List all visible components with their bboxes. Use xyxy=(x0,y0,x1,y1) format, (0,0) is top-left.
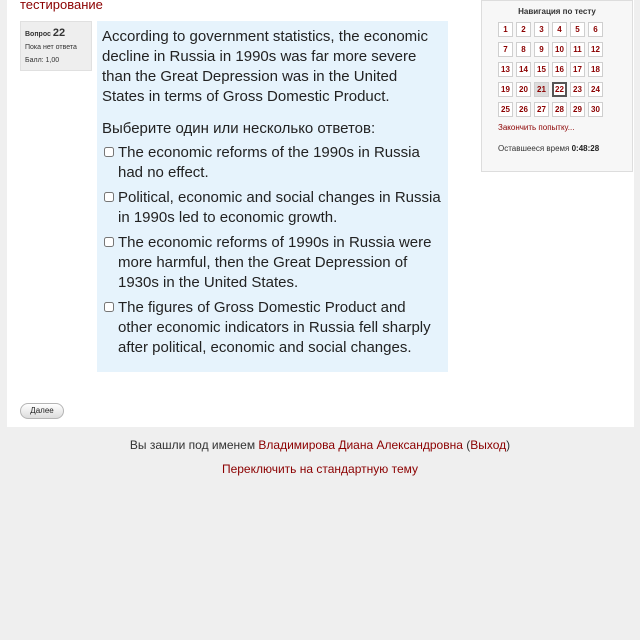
quiz-nav-question-4[interactable]: 4 xyxy=(552,22,567,37)
quiz-nav-question-12[interactable]: 12 xyxy=(588,42,603,57)
theme-switch xyxy=(0,462,640,476)
question-content xyxy=(97,21,448,372)
quiz-nav-question-7[interactable]: 7 xyxy=(498,42,513,57)
quiz-nav-question-30[interactable]: 30 xyxy=(588,102,603,117)
answer-checkbox[interactable] xyxy=(104,237,114,247)
quiz-nav-question-20[interactable]: 20 xyxy=(516,82,531,97)
quiz-nav-question-16[interactable]: 16 xyxy=(552,62,567,77)
quiz-nav-question-5[interactable]: 5 xyxy=(570,22,585,37)
answer-option[interactable] xyxy=(102,143,443,183)
quiz-nav-question-21[interactable]: 21 xyxy=(534,82,549,97)
answer-checkbox[interactable] xyxy=(104,192,114,202)
finish-attempt-link[interactable]: Закончить попытку... xyxy=(498,123,575,132)
login-info xyxy=(0,438,640,452)
answer-option[interactable] xyxy=(102,298,443,358)
question-status: Пока нет ответа xyxy=(25,44,77,51)
quiz-nav-question-13[interactable]: 13 xyxy=(498,62,513,77)
answer-checkbox[interactable] xyxy=(104,302,114,312)
next-button[interactable]: Далее xyxy=(20,403,64,419)
quiz-nav-question-27[interactable]: 27 xyxy=(534,102,549,117)
question-number-line xyxy=(25,27,87,41)
question-text: According to government statistics, the economic decline in Russia in 1990s was far more severe than the Great Depression was in the United States in terms of Gross Domestic Product. xyxy=(102,28,428,105)
quiz-nav-question-11[interactable]: 11 xyxy=(570,42,585,57)
quiz-nav-question-26[interactable]: 26 xyxy=(516,102,531,117)
login-info-prefix: Вы зашли под именем xyxy=(129,438,259,452)
answer-checkbox[interactable] xyxy=(104,147,114,157)
answer-option[interactable] xyxy=(102,188,443,228)
question-score: Балл: 1,00 xyxy=(25,57,60,64)
quiz-nav-question-15[interactable]: 15 xyxy=(534,62,549,77)
logout-link[interactable]: Выход xyxy=(470,438,507,452)
quiz-nav-question-29[interactable]: 29 xyxy=(570,102,585,117)
quiz-nav-question-1[interactable]: 1 xyxy=(498,22,513,37)
quiz-navigation-grid xyxy=(498,22,603,117)
time-remaining xyxy=(498,144,599,153)
quiz-nav-question-8[interactable]: 8 xyxy=(516,42,531,57)
quiz-nav-question-6[interactable]: 6 xyxy=(588,22,603,37)
paren-open: ( xyxy=(462,438,471,452)
paren-close: ) xyxy=(506,438,511,452)
answer-label[interactable]: Political, economic and social changes in Russia in 1990s led to economic growth. xyxy=(118,189,441,226)
quiz-nav-question-24[interactable]: 24 xyxy=(588,82,603,97)
switch-theme-link[interactable]: Переключить на стандартную тему xyxy=(221,462,419,476)
question-number-label: Вопрос xyxy=(25,31,51,38)
quiz-nav-question-17[interactable]: 17 xyxy=(570,62,585,77)
quiz-nav-question-28[interactable]: 28 xyxy=(552,102,567,117)
quiz-nav-question-22[interactable]: 22 xyxy=(552,82,567,97)
quiz-nav-question-3[interactable]: 3 xyxy=(534,22,549,37)
question-number: 22 xyxy=(52,27,66,39)
time-remaining-label: Оставшееся время xyxy=(498,144,570,153)
answer-label[interactable]: The economic reforms of 1990s in Russia were more harmful, then the Great Depression of 1930s in the United States. xyxy=(118,234,432,291)
quiz-nav-question-14[interactable]: 14 xyxy=(516,62,531,77)
page-heading-link[interactable]: тестирование xyxy=(20,0,103,12)
answer-prompt: Выберите один или несколько ответов: xyxy=(102,120,376,137)
answer-label[interactable]: The figures of Gross Domestic Product and other economic indicators in Russia fell sharply after political, economic and social changes. xyxy=(118,299,431,356)
quiz-nav-question-18[interactable]: 18 xyxy=(588,62,603,77)
quiz-navigation-block xyxy=(481,0,633,172)
question-info-box xyxy=(20,21,92,71)
quiz-nav-question-25[interactable]: 25 xyxy=(498,102,513,117)
quiz-nav-question-9[interactable]: 9 xyxy=(534,42,549,57)
quiz-nav-question-19[interactable]: 19 xyxy=(498,82,513,97)
answer-label[interactable]: The economic reforms of the 1990s in Russia had no effect. xyxy=(118,144,420,181)
time-remaining-value: 0:48:28 xyxy=(571,144,600,153)
quiz-nav-question-10[interactable]: 10 xyxy=(552,42,567,57)
user-profile-link[interactable]: Владимирова Диана Александровна xyxy=(258,438,463,452)
answer-option[interactable] xyxy=(102,233,443,293)
quiz-navigation-title: Навигация по тесту xyxy=(518,7,596,16)
quiz-nav-question-2[interactable]: 2 xyxy=(516,22,531,37)
quiz-nav-question-23[interactable]: 23 xyxy=(570,82,585,97)
